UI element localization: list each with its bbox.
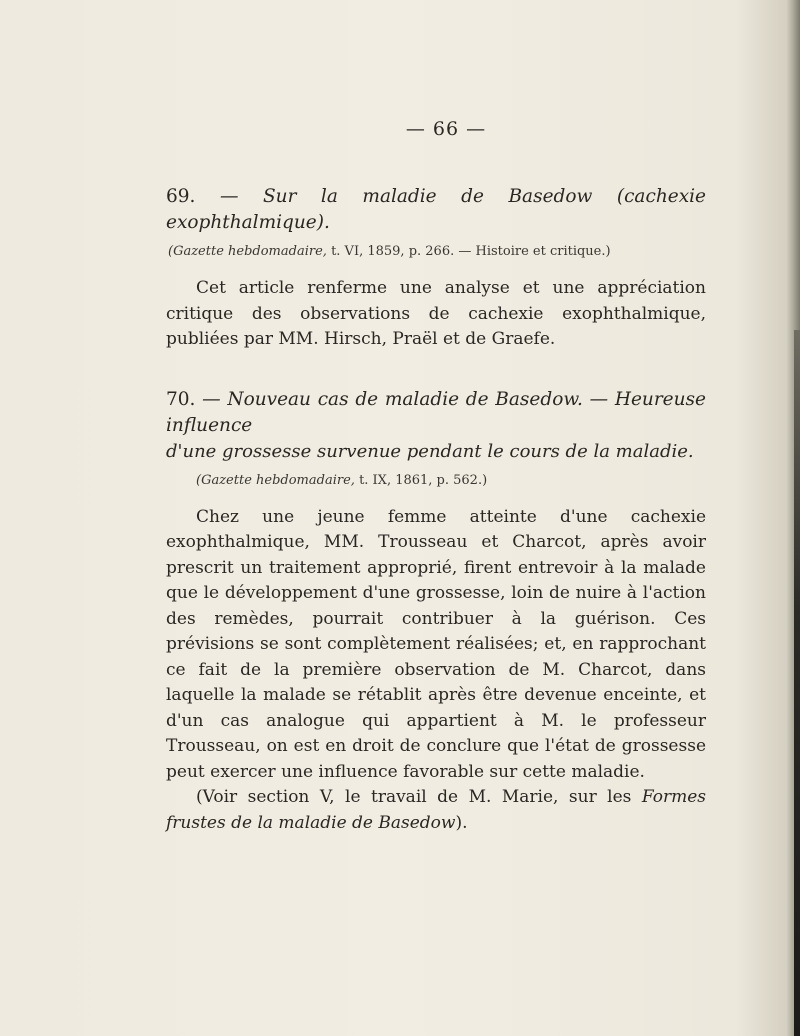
reference-suffix: ).	[455, 812, 468, 833]
entry-title-text: — Nouveau cas de maladie de Basedow. — Heureuse influence	[166, 388, 706, 436]
source-details: t. VI, 1859, p. 266. — Histoire et critique.)	[331, 244, 611, 259]
entry-body: Chez une jeune femme atteinte d'une cachexie exophthalmique, MM. Trousseau et Charcot, après avoir prescrit un traitement approprié, firent entrevoir à la malade que le développement d'une grossesse, loin de nuire à l'action des remèdes, pourrait contribuer à la guérison. Ces prévisions se sont complètement réalisées; et, en rapprochant ce fait de la première observation de M. Charcot, dans laquelle la malade se rétablit après être devenue enceinte, et d'un cas analogue qui appartient à M. le professeur Trousseau, on est en droit de conclure que l'état de grossesse peut exercer une influence favorable sur cette maladie.	[166, 506, 706, 782]
entry-source	[168, 242, 706, 262]
source-details: t. IX, 1861, p. 562.)	[359, 472, 488, 488]
entry-title	[166, 387, 706, 439]
reference-title: Formes frustes de la maladie de Basedow	[166, 787, 707, 833]
page-number: — 66 —	[405, 118, 487, 140]
entry-reference	[166, 785, 706, 836]
source-name: (Gazette hebdomadaire,	[168, 244, 327, 259]
binding-edge	[794, 330, 800, 1036]
entry-title	[166, 184, 706, 236]
entry-title-line2: d'une grossesse survenue pendant le cours de la maladie.	[166, 440, 694, 462]
entry-number: 70.	[166, 388, 196, 410]
entry-number: 69.	[166, 186, 196, 207]
entry-source	[196, 471, 706, 491]
page-content	[166, 118, 706, 836]
entry-title-text: — Sur la maladie de Basedow (cachexie exophthalmique).	[166, 186, 706, 233]
entry-70	[166, 387, 706, 837]
source-name: (Gazette hebdomadaire,	[196, 472, 355, 488]
reference-prefix: (Voir section V, le travail de M. Marie, sur les	[196, 787, 632, 807]
entry-69	[166, 184, 706, 353]
entry-body: Cet article renferme une analyse et une appréciation critique des observations de cachexie exophthalmique, publiées par MM. Hirsch, Praël et de Graefe.	[166, 278, 706, 349]
